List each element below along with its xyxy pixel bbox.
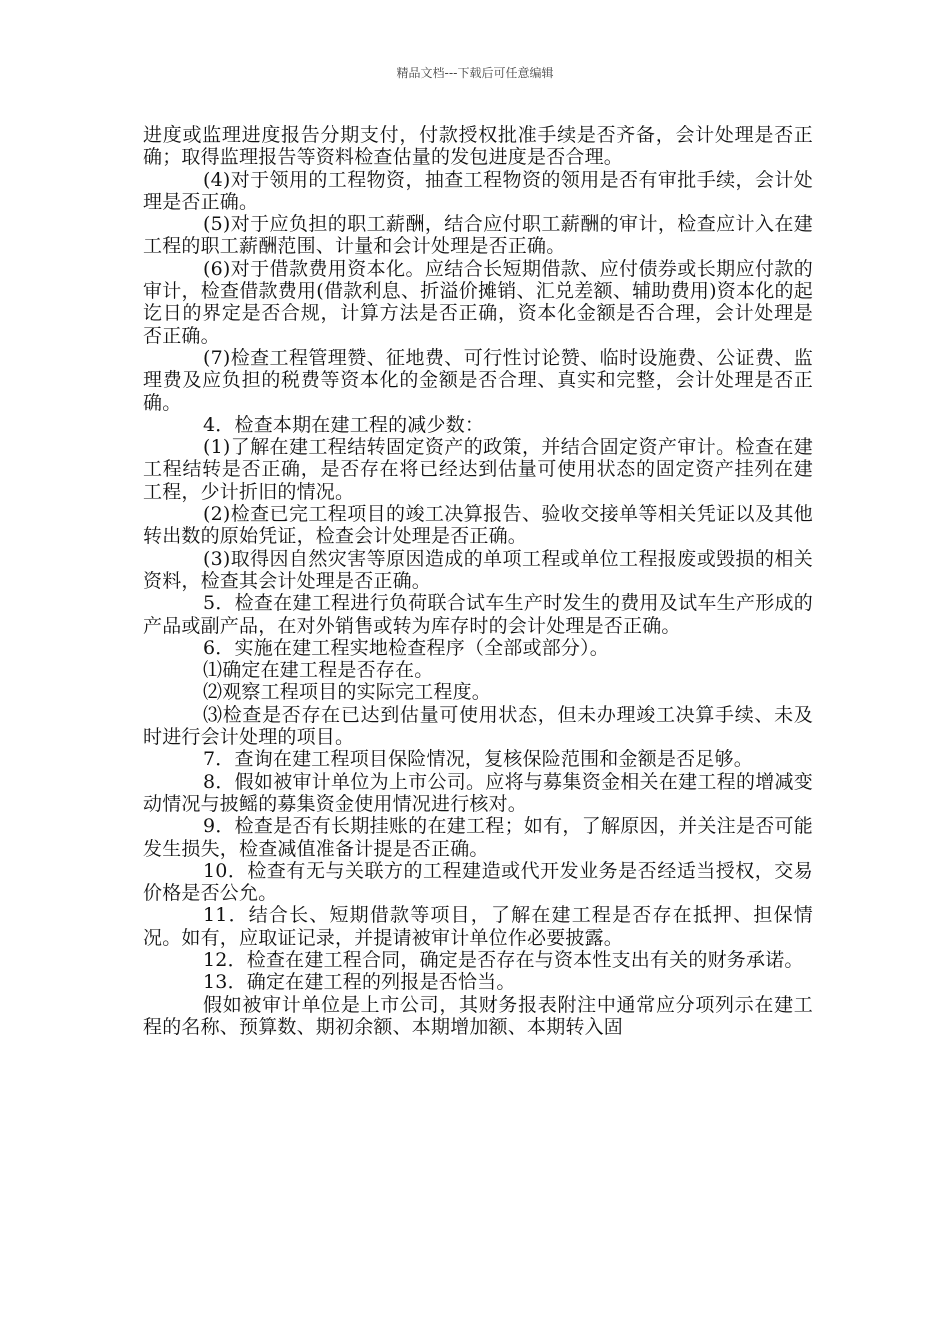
paragraph: 5．检查在建工程进行负荷联合试车生产时发生的费用及试车生产形成的产品或副产品，在对外销售或转为库存时的会计处理是否正确。 <box>143 592 813 637</box>
paragraph: (5)对于应负担的职工薪酬，结合应付职工薪酬的审计，检查应计入在建工程的职工薪酬范围、计量和会计处理是否正确。 <box>143 213 813 258</box>
paragraph: ⑴确定在建工程是否存在。 <box>203 659 434 682</box>
paragraph: 假如被审计单位是上市公司，其财务报表附注中通常应分项列示在建工程的名称、预算数、期初余额、本期增加额、本期转入固 <box>143 993 813 1038</box>
paragraph: 6．实施在建工程实地检查程序（全部或部分）。 <box>203 636 609 659</box>
paragraph: (4)对于领用的工程物资，抽查工程物资的领用是否有审批手续，会计处理是否正确。 <box>143 168 813 213</box>
paragraph: 13．确定在建工程的列报是否恰当。 <box>203 971 516 994</box>
paragraph: 7．查询在建工程项目保险情况，复核保险范围和金额是否足够。 <box>203 748 753 771</box>
paragraph: (7)检查工程管理赞、征地费、可行性讨论赞、临时设施费、公证费、监理费及应负担的税费等资本化的金额是否合理、真实和完整，会计处理是否正确。 <box>143 346 813 414</box>
paragraph: 10．检查有无与关联方的工程建造或代开发业务是否经适当授权，交易价格是否公允。 <box>143 859 813 905</box>
document-body <box>143 124 813 1038</box>
paragraph: (3)取得因自然灾害等原因造成的单项工程或单位工程报废或毁损的相关资料，检查其会计处理是否正确。 <box>143 547 813 592</box>
paragraph: 12．检查在建工程合同，确定是否存在与资本性支出有关的财务承诺。 <box>203 948 804 971</box>
page-header: 精品文档---下载后可任意编辑 <box>396 66 554 80</box>
paragraph: 8．假如被审计单位为上市公司。应将与募集资金相关在建工程的增减变动情况与披鳐的募集资金使用情况进行核对。 <box>143 770 813 815</box>
paragraph: ⑶检查是否存在已达到估量可使用状态，但未办理竣工决算手续、未及时进行会计处理的项目。 <box>143 703 813 749</box>
paragraph: (2)检查已完工程项目的竣工决算报告、验收交接单等相关凭证以及其他转出数的原始凭证，检查会计处理是否正确。 <box>143 503 813 548</box>
paragraph: 进度或监理进度报告分期支付，付款授权批准手续是否齐备，会计处理是否正确；取得监理报告等资料检查估量的发包进度是否合理。 <box>143 124 813 169</box>
paragraph: ⑵观察工程项目的实际完工程度。 <box>203 681 492 704</box>
paragraph: 11．结合长、短期借款等项目，了解在建工程是否存在抵押、担保情况。如有，应取证记录，并提请被审计单位作必要披露。 <box>143 904 813 949</box>
paragraph: 4．检查本期在建工程的减少数： <box>203 413 485 436</box>
paragraph: (1)了解在建工程结转固定资产的政策，并结合固定资产审计。检查在建工程结转是否正确，是否存在将已经达到估量可使用状态的固定资产挂列在建工程，少计折旧的情况。 <box>143 436 813 503</box>
paragraph: 9．检查是否有长期挂账的在建工程；如有，了解原因，并关注是否可能发生损失，检查减值准备计提是否正确。 <box>143 815 813 860</box>
paragraph: (6)对于借款费用资本化。应结合长短期借款、应付债券或长期应付款的审计，检查借款费用(借款利息、折溢价摊销、汇兑差额、辅助费用)资本化的起讫日的界定是否合规，计算方法是否正确，资本化金额是否合理，会计处理是否正确。 <box>143 257 813 347</box>
